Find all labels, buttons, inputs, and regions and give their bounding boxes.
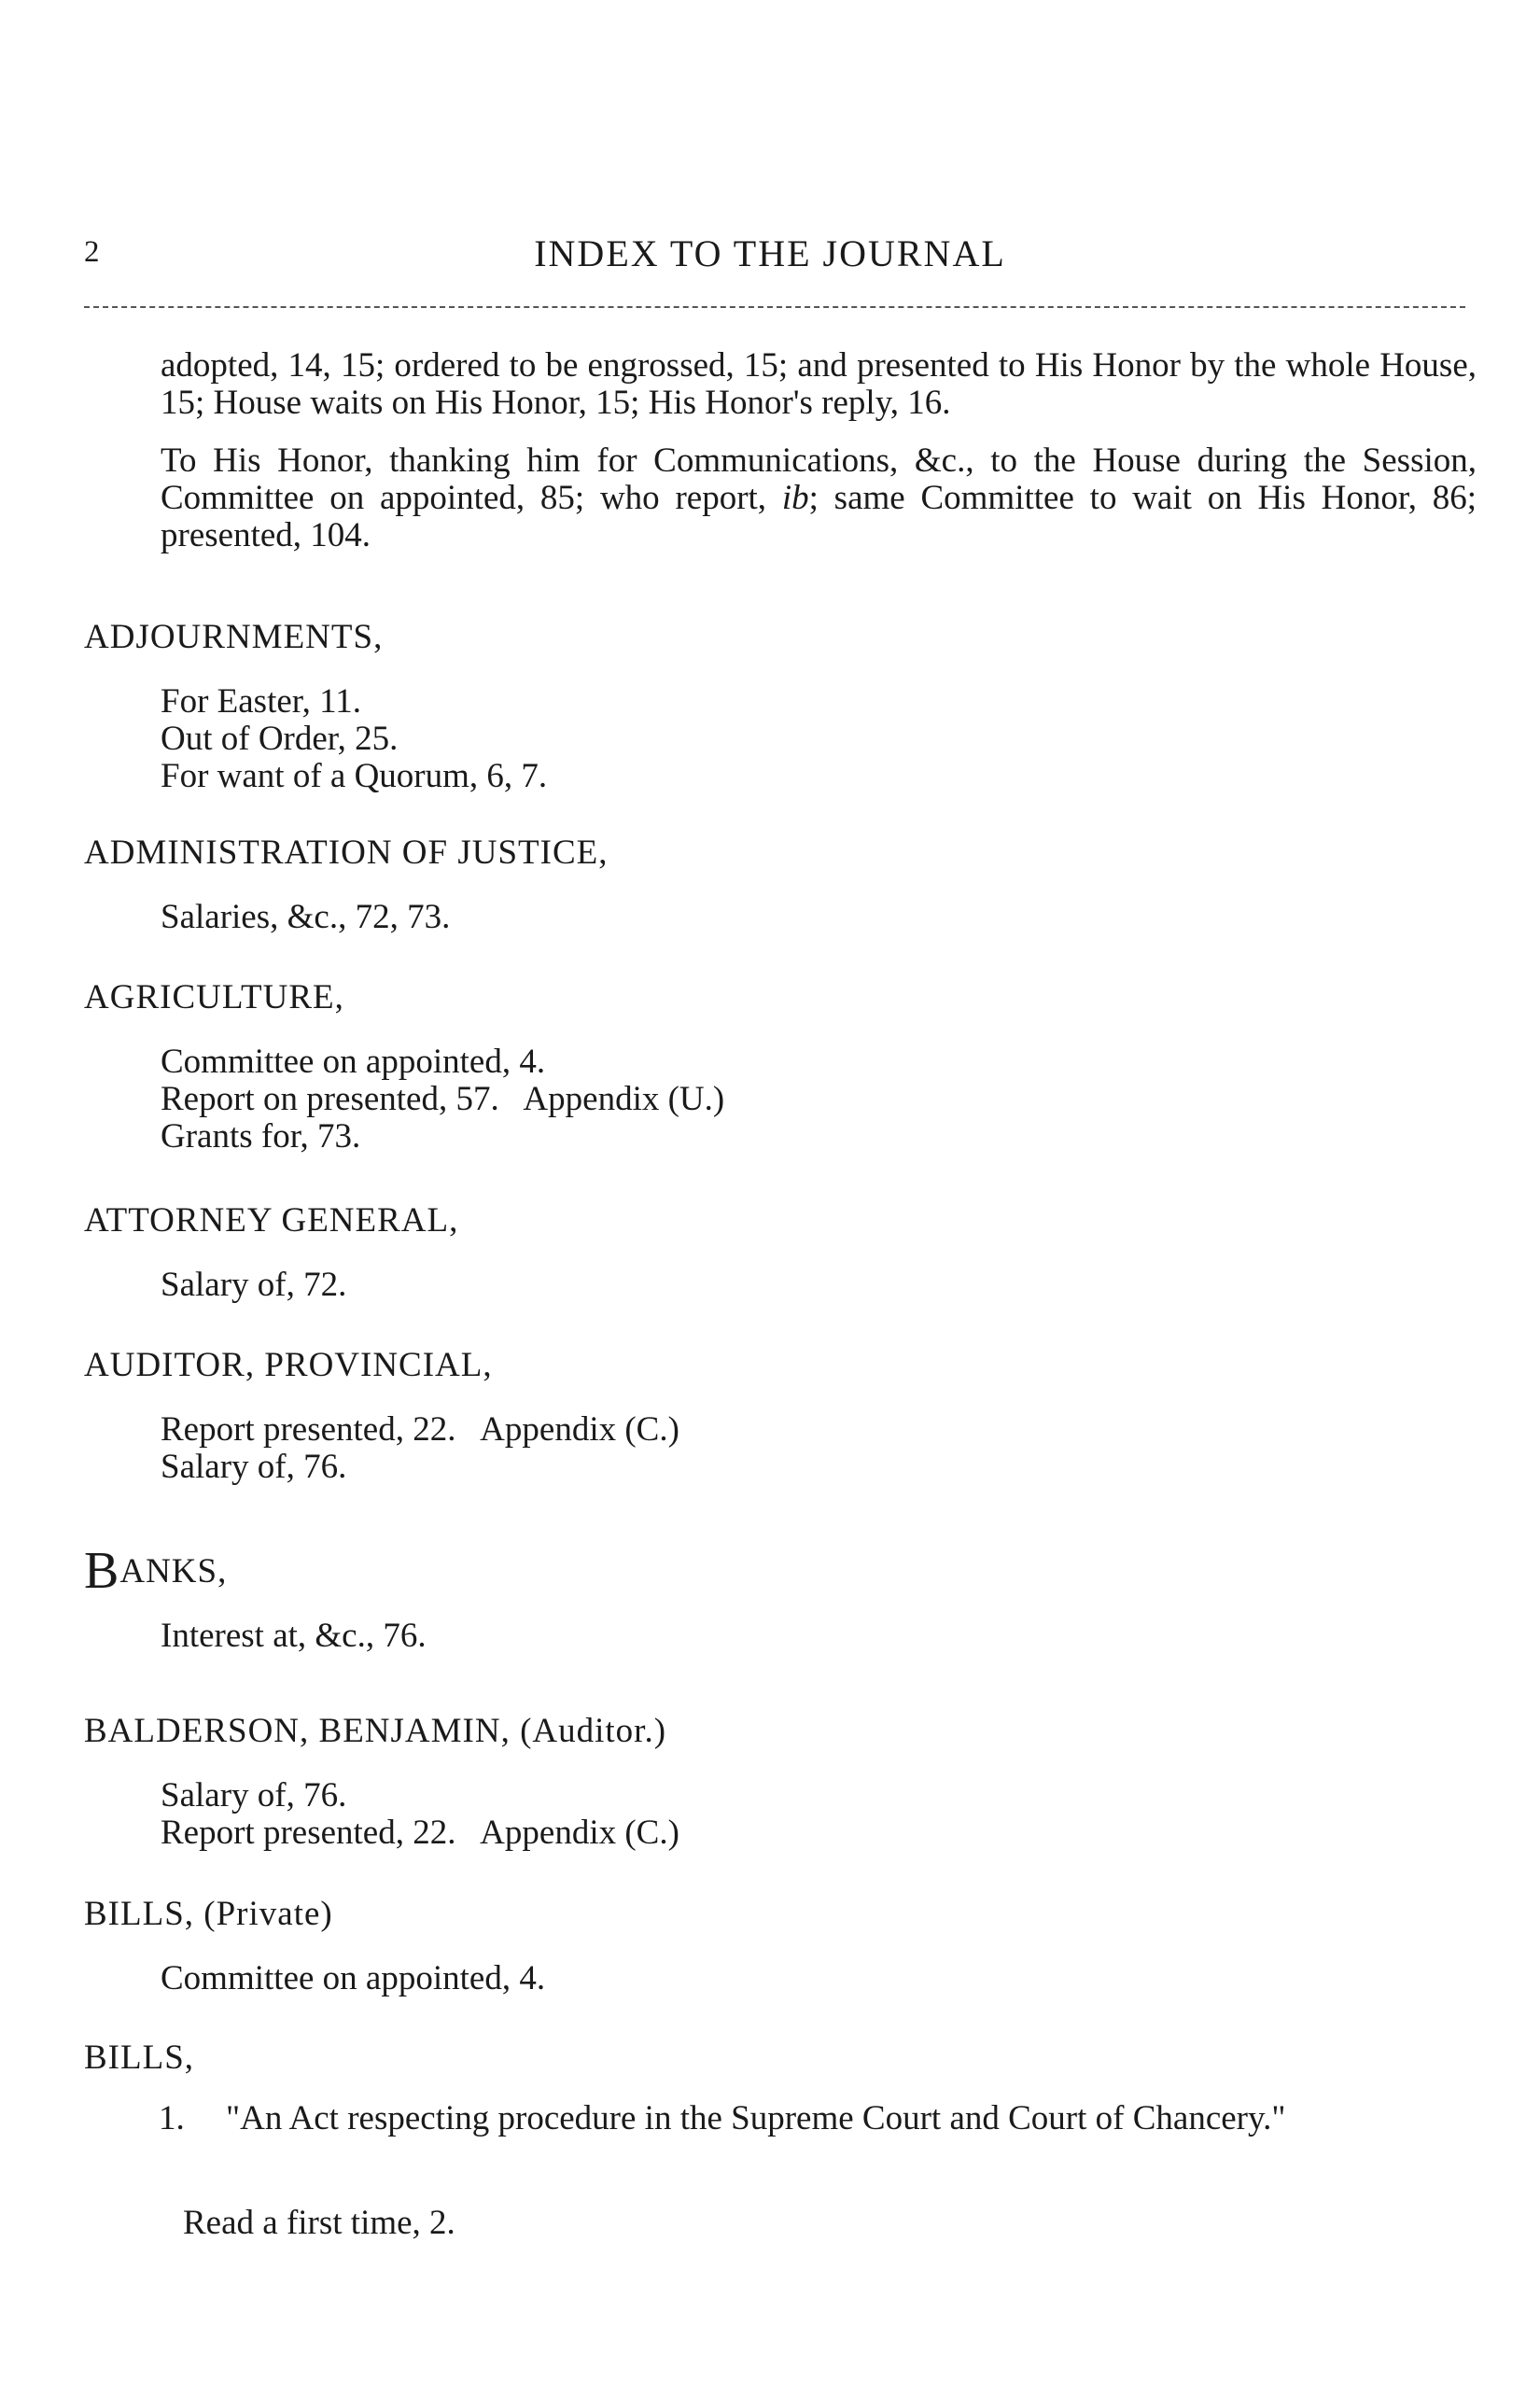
- page-number: 2: [84, 235, 100, 269]
- sub-entry: Report presented, 22. Appendix (C.): [161, 1410, 679, 1449]
- entry-heading: BALDERSON, BENJAMIN, (Auditor.): [84, 1712, 667, 1750]
- index-entry-adjournments: [84, 618, 1475, 795]
- ibid-abbrev: ib: [781, 479, 809, 517]
- paragraph-text: To His Honor, thanking him for Communications, &c., to the House during the Session, Committee on appointed, 85; who report,: [161, 441, 1477, 517]
- sub-entry: Out of Order, 25.: [161, 720, 399, 758]
- sub-entry: Salary of, 76.: [161, 1448, 347, 1486]
- sub-entry: For Easter, 11.: [161, 682, 361, 721]
- index-entry-bills: [84, 2039, 1475, 2078]
- continuation-paragraph-1: adopted, 14, 15; ordered to be engrossed, 15; and presented to His Honor by the whole House, 15; House waits on His Honor, 15; His Honor's reply, 16.: [161, 346, 1477, 422]
- section-initial-letter: B: [84, 1542, 120, 1600]
- index-entry-agriculture: [84, 978, 1475, 1156]
- sub-entry: Committee on appointed, 4.: [161, 1043, 546, 1081]
- bill-status: Read a first time, 2.: [183, 2204, 455, 2242]
- continuation-paragraph-2: [161, 442, 1477, 554]
- sub-entry: Salary of, 72.: [161, 1266, 347, 1304]
- sub-entry: Salaries, &c., 72, 73.: [161, 898, 451, 936]
- bill-title: "An Act respecting procedure in the Supreme Court and Court of Chancery.": [226, 2099, 1286, 2137]
- entry-heading: ATTORNEY GENERAL,: [84, 1201, 459, 1240]
- sub-entry: Report on presented, 57. Appendix (U.): [161, 1080, 725, 1118]
- header-rule: [84, 306, 1465, 308]
- entry-heading: ADMINISTRATION OF JUSTICE,: [84, 834, 609, 872]
- index-entry-banks: [84, 1542, 1475, 1655]
- entry-heading: [84, 1542, 1475, 1600]
- entry-heading: AGRICULTURE,: [84, 978, 344, 1016]
- sub-entry: For want of a Quorum, 6, 7.: [161, 757, 548, 795]
- entry-heading: BILLS, (Private): [84, 1895, 333, 1933]
- paragraph-text: ; same Committee to wait on His Honor, 86; presented, 104.: [161, 479, 1477, 554]
- sub-entry: Grants for, 73.: [161, 1117, 361, 1156]
- sub-entry: Interest at, &c., 76.: [161, 1617, 427, 1655]
- heading-text: ANKS,: [119, 1552, 228, 1590]
- entry-heading: AUDITOR, PROVINCIAL,: [84, 1346, 493, 1384]
- bill-number: 1.: [159, 2099, 185, 2137]
- index-entry-balderson: [84, 1712, 1475, 1852]
- sub-entry: Committee on appointed, 4.: [161, 1959, 546, 1997]
- running-head: INDEX TO THE JOURNAL: [534, 232, 1006, 274]
- bill-item: [159, 2100, 1477, 2137]
- index-entry-bills-private: [84, 1895, 1475, 1997]
- sub-entry: Salary of, 76.: [161, 1776, 347, 1815]
- entry-heading: ADJOURNMENTS,: [84, 618, 384, 656]
- entry-heading: BILLS,: [84, 2039, 195, 2077]
- index-entry-attorney-general: [84, 1201, 1475, 1304]
- index-entry-administration-of-justice: [84, 834, 1475, 936]
- index-entry-auditor-provincial: [84, 1346, 1475, 1486]
- sub-entry: Report presented, 22. Appendix (C.): [161, 1814, 679, 1852]
